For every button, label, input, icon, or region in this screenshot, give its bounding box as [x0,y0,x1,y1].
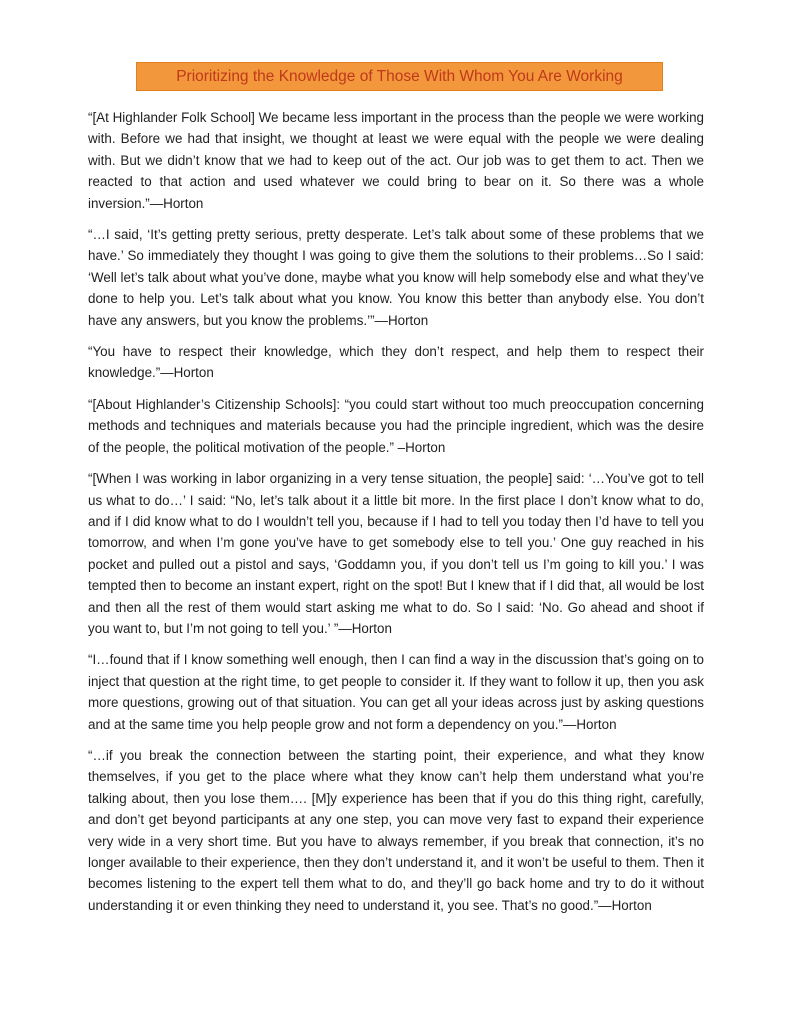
quote-paragraph: “…I said, ‘It’s getting pretty serious, pretty desperate. Let’s talk about some of these problems that we have.’ So immediately they thought I was going to give them the solutions to their problems…So I said: ‘Well let’s talk about what you’ve done, maybe what you know will help somebody else and what they’ve done to help you. Let’s talk about what you know. You know this better than anybody else. You don’t have any answers, but you know the problems.’”—Horton [88,227,704,328]
title-banner [136,62,663,91]
page-title: Prioritizing the Knowledge of Those With Whom You Are Working [176,67,623,85]
quote-paragraph: “You have to respect their knowledge, which they don’t respect, and help them to respect their knowledge.”—Horton [88,344,704,381]
quotes-content [88,107,704,916]
quote-paragraph: “…if you break the connection between the starting point, their experience, and what they know themselves, if you get to the place where what they know can’t help them understand what you’re talking about, then you lose them…. [M]y experience has been that if you do this thing right, carefully, and don’t get beyond participants at any one step, you can move very fast to expand their experience very wide in a very short time. But you have to always remember, if you break that connection, it’s no longer available to their experience, then they don’t understand it, and it won’t be useful to them. Then it becomes listening to the expert tell them what to do, and they’ll go back home and try to do it without understanding it or even thinking they need to understand it, you see. That’s no good.”—Horton [88,747,704,913]
quote-paragraph: “[About Highlander’s Citizenship Schools]: “you could start without too much preoccupation concerning methods and techniques and materials because you had the principle ingredient, which was the desire of the people, the political motivation of the people.” –Horton [88,396,704,455]
quote-paragraph: “[When I was working in labor organizing in a very tense situation, the people] said: ‘…You’ve got to tell us what to do…’ I said: “No, let’s talk about it a little bit more. In the first place I don’t know what to do, and if I did know what to do I wouldn’t tell you, because if I had to tell you today then I’d have to tell you tomorrow, and when I’m gone you’ve have to get somebody else to tell you.’ One guy reached in his pocket and pulled out a pistol and says, ‘Goddamn you, if you don’t tell us I’m going to kill you.’ I was tempted then to become an instant expert, right on the spot! But I knew that if I did that, all would be lost and then all the rest of them would start asking me what to do. So I said: ‘No. Go ahead and shoot if you want to, but I’m not going to tell you.’ ”—Horton [88,471,704,636]
quote-paragraph: “[At Highlander Folk School] We became less important in the process than the people we were working with. Before we had that insight, we thought at least we were equal with the people we were dealing with. But we didn’t know that we had to keep out of the act. Our job was to get them to act. Then we reacted to that action and used whatever we could bring to bear on it. So there was a whole inversion.”—Horton [88,110,704,211]
quote-paragraph: “I…found that if I know something well enough, then I can find a way in the discussion that’s going on to inject that question at the right time, to get people to consider it. If they want to follow it up, then you ask more questions, growing out of that situation. You can get all your ideas across just by asking questions and at the same time you help people grow and not form a dependency on you.”—Horton [88,652,704,732]
